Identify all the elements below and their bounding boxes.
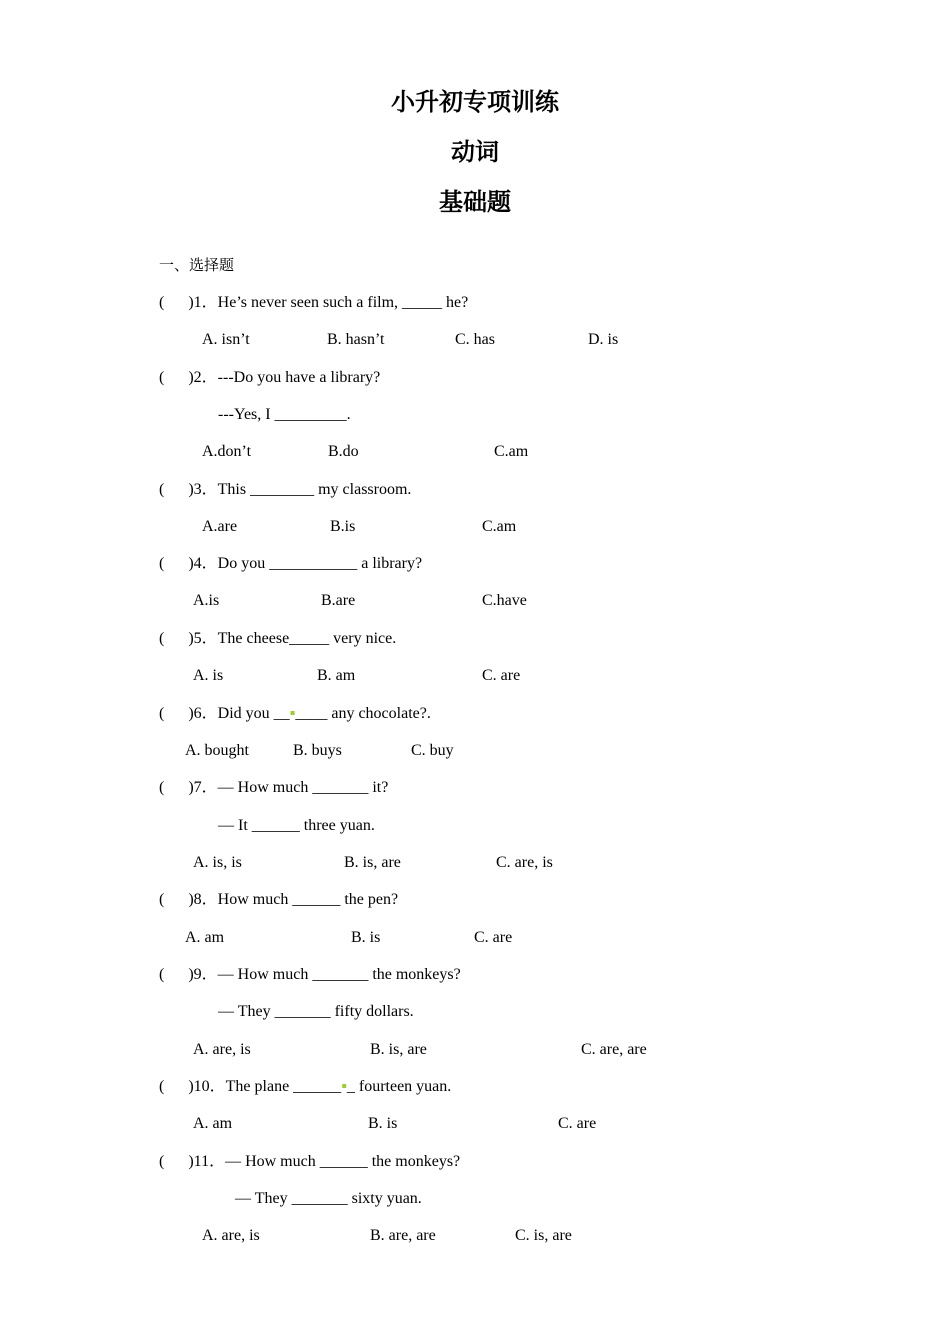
question-11-reply: — They _______ sixty yuan. (235, 1190, 422, 1207)
main-title: 小升初专项训练 (391, 88, 559, 116)
question-4-stem: ( )4．Do you ___________ a library? (159, 555, 423, 572)
q11-option-c: C. is, are (515, 1227, 572, 1244)
question-7-reply: — It ______ three yuan. (218, 817, 375, 834)
question-1-stem: ( )1．He’s never seen such a film, _____ he? (159, 294, 469, 311)
question-7-stem: ( )7．— How much _______ it? (159, 779, 389, 796)
q10-option-c: C. are (558, 1115, 597, 1132)
q10-stem-part-1: ( )10．The plane ______ (159, 1078, 342, 1095)
q9-option-b: B. is, are (370, 1041, 427, 1058)
q4-option-c: C.have (482, 592, 527, 609)
question-8-stem: ( )8．How much ______ the pen? (159, 891, 399, 908)
level-title: 基础题 (439, 188, 511, 216)
q4-option-b: B.are (321, 592, 356, 609)
q11-option-b: B. are, are (370, 1227, 436, 1244)
q10-option-b: B. is (368, 1115, 398, 1132)
question-3-stem: ( )3．This ________ my classroom. (159, 481, 412, 498)
question-2-stem: ( )2．---Do you have a library? (159, 369, 381, 386)
q8-option-b: B. is (351, 929, 381, 946)
q9-option-a: A. are, is (193, 1041, 251, 1058)
q2-option-b: B.do (328, 443, 359, 460)
q3-option-c: C.am (482, 518, 517, 535)
q7-option-c: C. are, is (496, 854, 553, 871)
q4-option-a: A.is (193, 592, 220, 609)
q6-option-b: B. buys (293, 742, 342, 759)
watermark-dot: ▪ (341, 1078, 347, 1095)
q11-option-a: A. are, is (202, 1227, 260, 1244)
topic-title: 动词 (451, 138, 499, 166)
q9-option-c: C. are, are (581, 1041, 647, 1058)
q2-option-c: C.am (494, 443, 529, 460)
q6-option-c: C. buy (411, 742, 454, 759)
q6-stem-part-1: ( )6．Did you __ (159, 705, 290, 722)
question-9-reply: — They _______ fifty dollars. (218, 1003, 414, 1020)
q1-option-a: A. isn’t (202, 331, 250, 348)
q5-option-c: C. are (482, 667, 521, 684)
question-2-reply: ---Yes, I _________. (218, 406, 351, 423)
q1-option-d: D. is (588, 331, 619, 348)
question-11-stem: ( )11．— How much ______ the monkeys? (159, 1153, 461, 1170)
q1-option-c: C. has (455, 331, 495, 348)
q10-stem-part-2: _ fourteen yuan. (346, 1078, 452, 1095)
section-heading: 一、选择题 (159, 256, 235, 274)
q2-option-a: A.don’t (202, 443, 252, 460)
q6-stem-part-2: ____ any chocolate?. (295, 705, 431, 722)
q7-option-b: B. is, are (344, 854, 401, 871)
q6-option-a: A. bought (185, 742, 249, 759)
q5-option-a: A. is (193, 667, 224, 684)
q8-option-a: A. am (185, 929, 225, 946)
q7-option-a: A. is, is (193, 854, 242, 871)
q8-option-c: C. are (474, 929, 513, 946)
q10-option-a: A. am (193, 1115, 233, 1132)
question-5-stem: ( )5．The cheese_____ very nice. (159, 630, 397, 647)
question-6-stem (159, 704, 431, 724)
question-10-stem (159, 1077, 451, 1097)
q3-option-b: B.is (330, 518, 356, 535)
question-9-stem: ( )9．— How much _______ the monkeys? (159, 966, 461, 983)
q5-option-b: B. am (317, 667, 356, 684)
watermark-dot: ▪ (289, 705, 296, 722)
q3-option-a: A.are (202, 518, 238, 535)
q1-option-b: B. hasn’t (327, 331, 385, 348)
